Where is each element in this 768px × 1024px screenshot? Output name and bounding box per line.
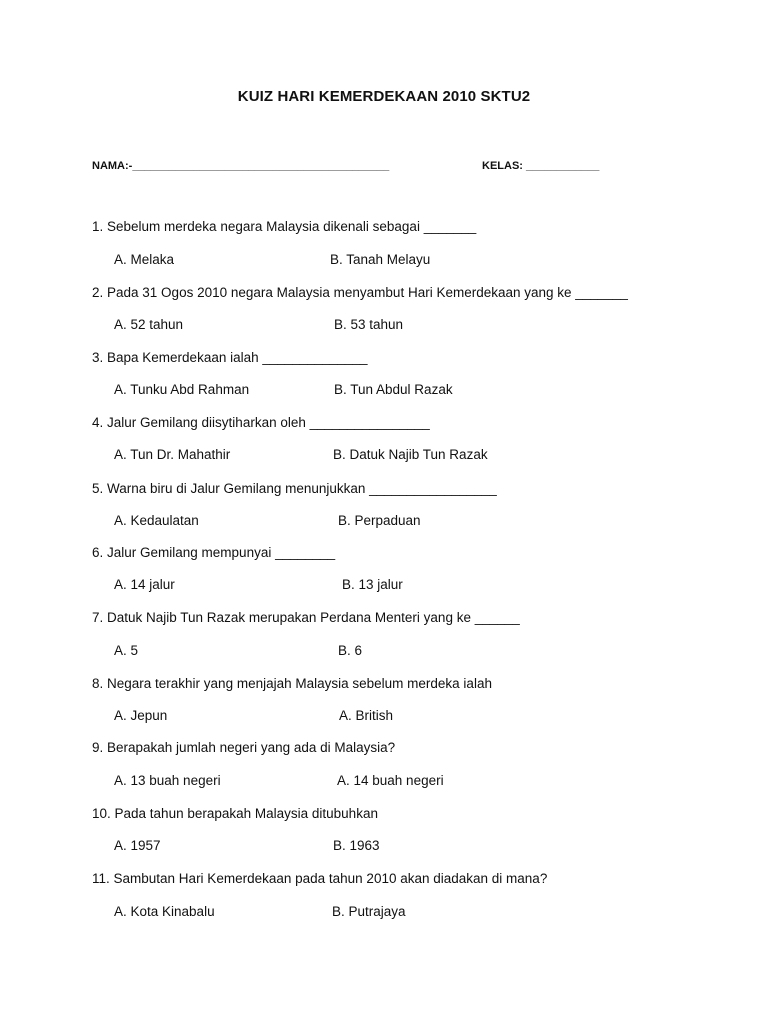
question-1-option-a: A. Melaka [114, 252, 175, 267]
question-5-option-a: A. Kedaulatan [114, 513, 199, 528]
nama-field[interactable]: NAMA:-__________________________________________ [92, 160, 390, 172]
question-6-option-a: A. 14 jalur [114, 577, 175, 592]
question-4: 4. Jalur Gemilang diisytiharkan oleh ________________ [92, 415, 430, 430]
question-11: 11. Sambutan Hari Kemerdekaan pada tahun 2010 akan diadakan di mana? [92, 871, 548, 886]
question-7-option-b: B. 6 [338, 643, 363, 658]
question-1-option-b: B. Tanah Melayu [330, 252, 431, 267]
question-3-option-a: A. Tunku Abd Rahman [114, 382, 250, 397]
kelas-field[interactable]: KELAS: ____________ [482, 160, 600, 172]
question-9-option-a: A. 13 buah negeri [114, 773, 221, 788]
question-8-option-a: A. Jepun [114, 708, 168, 723]
question-2: 2. Pada 31 Ogos 2010 negara Malaysia menyambut Hari Kemerdekaan yang ke _______ [92, 285, 628, 300]
question-3-option-b: B. Tun Abdul Razak [334, 382, 453, 397]
question-8-option-b: A. British [339, 708, 394, 723]
question-9-option-b: A. 14 buah negeri [337, 773, 444, 788]
question-9: 9. Berapakah jumlah negeri yang ada di Malaysia? [92, 740, 396, 755]
question-6-option-b: B. 13 jalur [342, 577, 403, 592]
question-6: 6. Jalur Gemilang mempunyai ________ [92, 545, 336, 560]
question-3: 3. Bapa Kemerdekaan ialah ______________ [92, 350, 368, 365]
question-2-option-b: B. 53 tahun [334, 317, 404, 332]
question-5: 5. Warna biru di Jalur Gemilang menunjukkan _________________ [92, 481, 497, 496]
question-2-option-a: A. 52 tahun [114, 317, 184, 332]
question-7: 7. Datuk Najib Tun Razak merupakan Perdana Menteri yang ke ______ [92, 610, 520, 625]
question-10-option-a: A. 1957 [114, 838, 161, 853]
question-10-option-b: B. 1963 [333, 838, 380, 853]
question-10: 10. Pada tahun berapakah Malaysia ditubuhkan [92, 806, 378, 821]
question-8: 8. Negara terakhir yang menjajah Malaysia sebelum merdeka ialah [92, 676, 492, 691]
question-7-option-a: A. 5 [114, 643, 139, 658]
question-11-option-a: A. Kota Kinabalu [114, 904, 215, 919]
quiz-title: KUIZ HARI KEMERDEKAAN 2010 SKTU2 [237, 88, 531, 105]
question-5-option-b: B. Perpaduan [338, 513, 421, 528]
question-4-option-b: B. Datuk Najib Tun Razak [333, 447, 488, 462]
question-1: 1. Sebelum merdeka negara Malaysia dikenali sebagai _______ [92, 219, 477, 234]
question-4-option-a: A. Tun Dr. Mahathir [114, 447, 231, 462]
question-11-option-b: B. Putrajaya [332, 904, 406, 919]
